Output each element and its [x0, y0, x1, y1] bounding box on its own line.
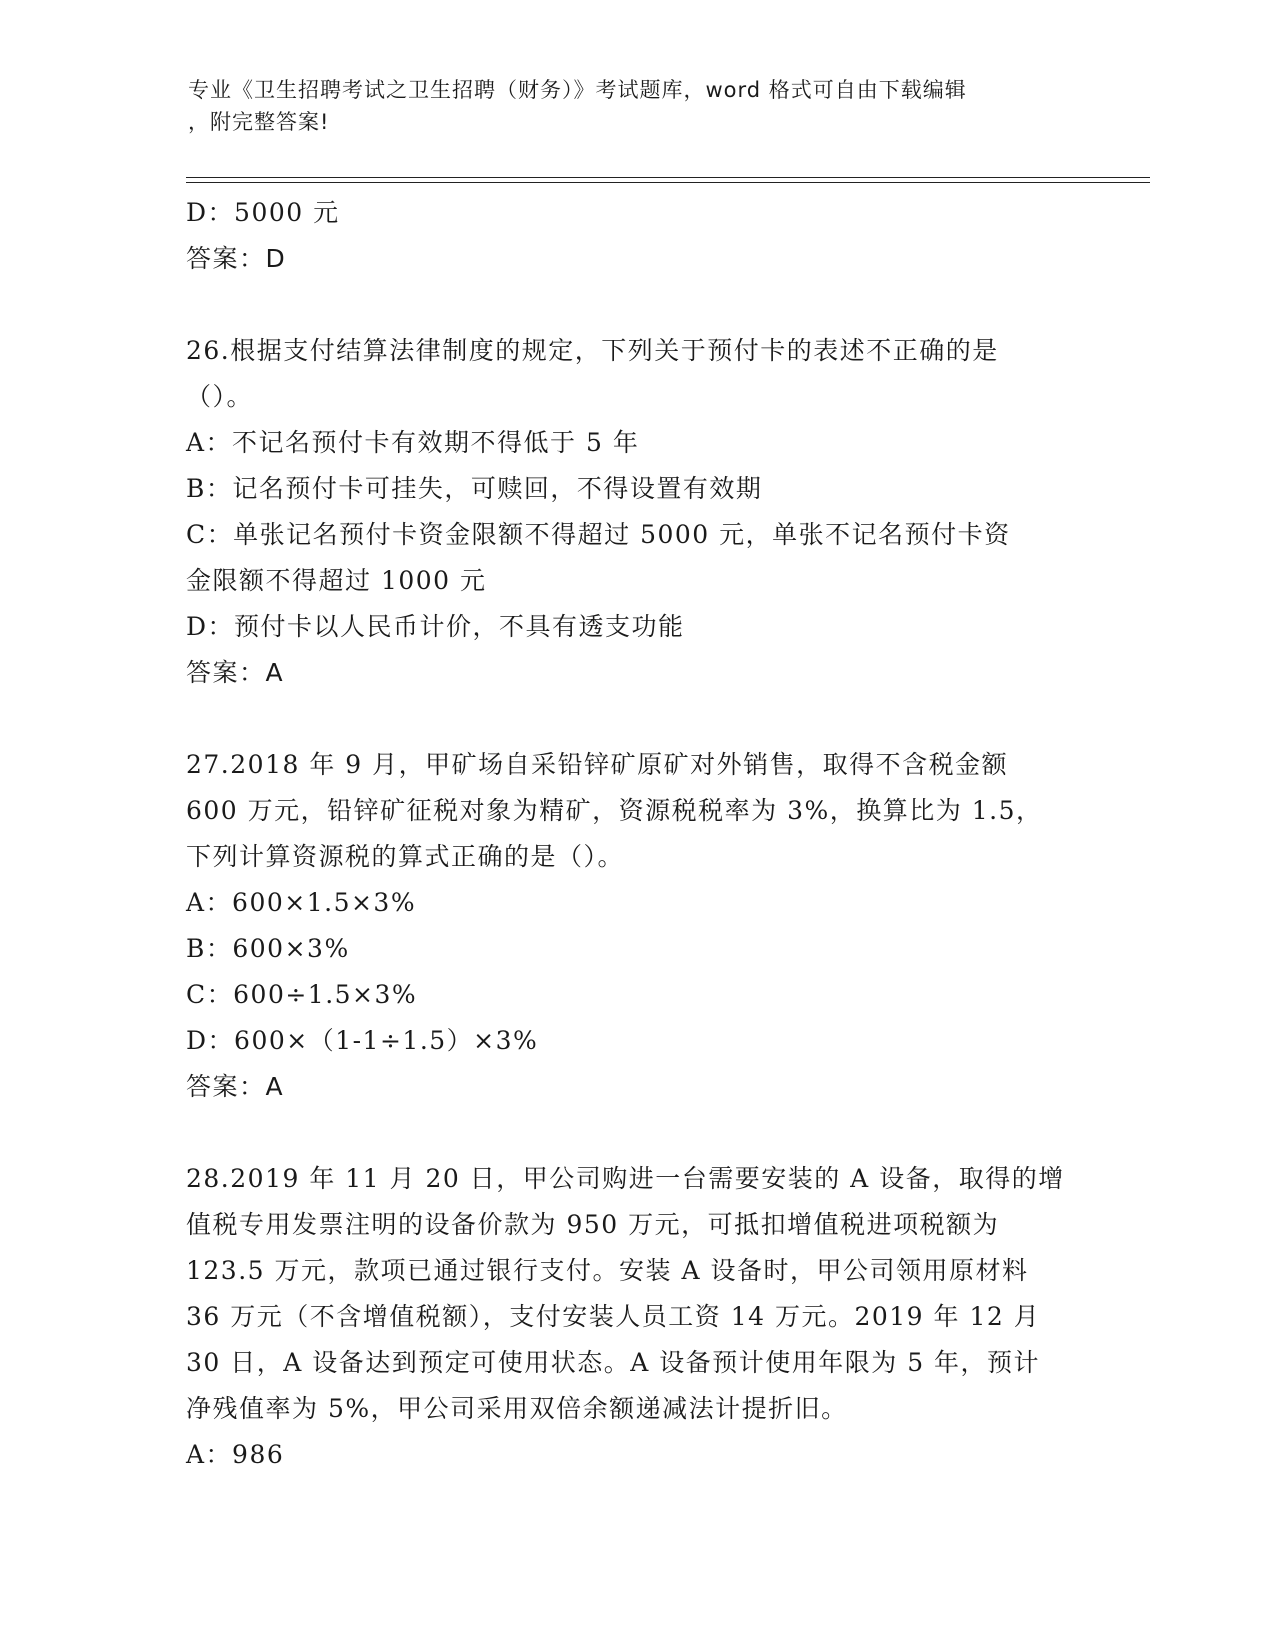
question-line: C：600÷1.5×3% — [186, 980, 418, 1009]
question-line: 28.2019 年 11 月 20 日，甲公司购进一台需要安装的 A 设备，取得的增 — [186, 1164, 1065, 1193]
question-line: 值税专用发票注明的设备价款为 950 万元，可抵扣增值税进项税额为 — [186, 1210, 1000, 1239]
question-line: A：不记名预付卡有效期不得低于 5 年 — [186, 428, 640, 457]
question-line: 下列计算资源税的算式正确的是（）。 — [186, 842, 625, 871]
question-line: （）。 — [186, 382, 254, 411]
question-line: B：600×3% — [186, 934, 350, 963]
question-line: 36 万元（不含增值税额），支付安装人员工资 14 万元。2019 年 12 月 — [186, 1302, 1041, 1331]
block-gap — [186, 1110, 1086, 1156]
question-block — [186, 328, 1086, 696]
header-rule-top — [186, 177, 1150, 178]
question-block — [186, 190, 1086, 282]
answer-line: 答案：A — [186, 1072, 285, 1101]
answer-line: 答案：A — [186, 658, 285, 687]
question-line: D：5000 元 — [186, 198, 340, 227]
question-list — [186, 190, 1086, 1478]
question-line: A：600×1.5×3% — [186, 888, 417, 917]
header-rule-bottom — [186, 182, 1150, 183]
question-line: C：单张记名预付卡资金限额不得超过 5000 元，单张不记名预付卡资 — [186, 520, 1011, 549]
question-line: B：记名预付卡可挂失，可赎回，不得设置有效期 — [186, 474, 763, 503]
question-line: A：986 — [186, 1440, 285, 1469]
question-line: 600 万元，铅锌矿征税对象为精矿，资源税税率为 3%，换算比为 1.5， — [186, 796, 1043, 825]
question-block — [186, 742, 1086, 1110]
question-line: 30 日，A 设备达到预定可使用状态。A 设备预计使用年限为 5 年，预计 — [186, 1348, 1041, 1377]
header-line-2: ，附完整答案! — [188, 110, 330, 134]
question-line: 净残值率为 5%，甲公司采用双倍余额递减法计提折旧。 — [186, 1394, 848, 1423]
question-line: 27.2018 年 9 月，甲矿场自采铅锌矿原矿对外销售，取得不含税金额 — [186, 750, 1009, 779]
question-block — [186, 1156, 1086, 1478]
header-line-1: 专业《卫生招聘考试之卫生招聘（财务）》考试题库，word 格式可自由下载编辑 — [188, 78, 967, 102]
question-line: D：预付卡以人民币计价，不具有透支功能 — [186, 612, 685, 641]
question-line: 123.5 万元，款项已通过银行支付。安装 A 设备时，甲公司领用原材料 — [186, 1256, 1029, 1285]
block-gap — [186, 696, 1086, 742]
question-line: 金限额不得超过 1000 元 — [186, 566, 487, 595]
page-header — [188, 74, 1068, 138]
question-line: D：600×（1-1÷1.5）×3% — [186, 1026, 539, 1055]
question-line: 26.根据支付结算法律制度的规定，下列关于预付卡的表述不正确的是 — [186, 336, 999, 365]
answer-line: 答案：D — [186, 244, 287, 273]
block-gap — [186, 282, 1086, 328]
